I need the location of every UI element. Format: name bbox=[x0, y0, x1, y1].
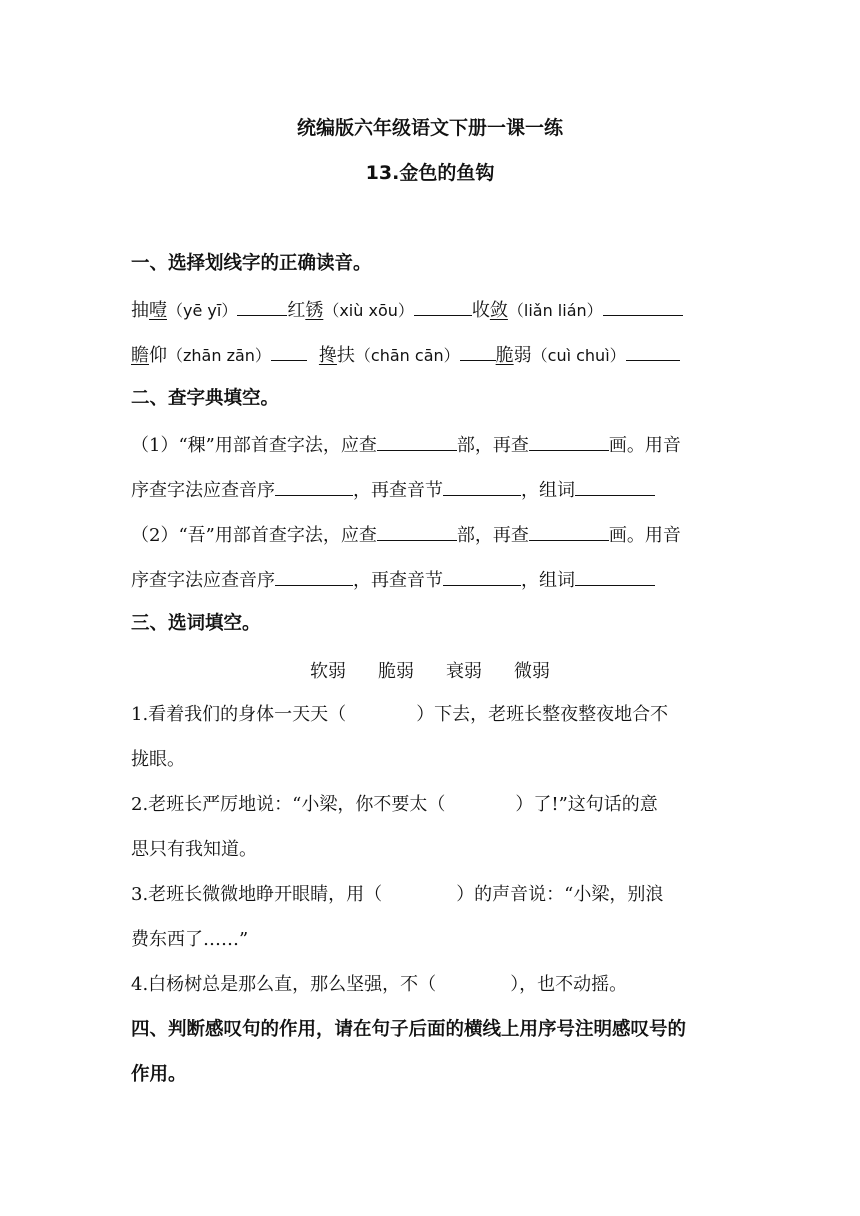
pinyin-row-2 bbox=[131, 342, 731, 368]
underlined-char: 敛 bbox=[489, 300, 508, 321]
pinyin-options: （liǎn lián） bbox=[507, 301, 603, 320]
pinyin-options: （zhān zān） bbox=[167, 346, 271, 365]
stroke-count-blank[interactable] bbox=[529, 432, 609, 451]
section-3-heading: 三、选词填空。 bbox=[131, 613, 261, 634]
underlined-char: 搀 bbox=[318, 345, 337, 366]
dictionary-q1-line1 bbox=[131, 432, 731, 458]
underlined-char: 噎 bbox=[149, 300, 167, 321]
word-option: 衰弱 bbox=[446, 661, 482, 682]
question-text: ）了!”这句话的意 bbox=[515, 794, 658, 815]
question-text: ）的声音说：“小梁，别浪 bbox=[456, 884, 664, 905]
word-bank bbox=[0, 657, 860, 683]
dictionary-q2-line1 bbox=[131, 522, 731, 548]
syllable-blank[interactable] bbox=[443, 567, 521, 586]
word-option: 微弱 bbox=[514, 661, 550, 682]
word-prefix: 红 bbox=[287, 300, 306, 321]
question-text: （2）“吾”用部首查字法，应查 bbox=[131, 525, 377, 546]
underlined-char: 锈 bbox=[305, 300, 324, 321]
word-suffix: 扶 bbox=[336, 345, 355, 366]
fill-q2-line1 bbox=[131, 793, 731, 817]
answer-blank[interactable] bbox=[626, 342, 680, 361]
pinyin-options: （chān cān） bbox=[354, 346, 460, 365]
word-prefix: 抽 bbox=[131, 300, 149, 321]
question-text: ，组词 bbox=[521, 480, 575, 501]
section-1-heading: 一、选择划线字的正确读音。 bbox=[131, 253, 372, 274]
question-text: 画。用音 bbox=[608, 525, 681, 546]
phonetic-order-blank[interactable] bbox=[275, 477, 353, 496]
question-text: ，组词 bbox=[521, 570, 575, 591]
answer-blank[interactable] bbox=[414, 297, 472, 316]
pinyin-options: （yē yī） bbox=[167, 301, 238, 320]
question-text: ，再查音节 bbox=[353, 570, 443, 591]
phonetic-order-blank[interactable] bbox=[275, 567, 353, 586]
question-text: ，再查音节 bbox=[353, 480, 443, 501]
section-2-heading: 二、查字典填空。 bbox=[131, 388, 280, 409]
pinyin-options: （xiù xōu） bbox=[323, 301, 414, 320]
question-text: 4.白杨树总是那么直，那么坚强，不（ bbox=[131, 974, 437, 995]
underlined-char: 瞻 bbox=[131, 345, 149, 366]
question-text: 部，再查 bbox=[456, 435, 529, 456]
fill-q2-line2: 思只有我知道。 bbox=[131, 839, 257, 860]
section-4-heading-line1: 四、判断感叹句的作用，请在句子后面的横线上用序号注明感叹号的 bbox=[131, 1019, 687, 1040]
radical-blank[interactable] bbox=[377, 432, 457, 451]
dictionary-q2-line2 bbox=[131, 567, 731, 593]
word-suffix: 仰 bbox=[149, 345, 167, 366]
word-blank[interactable] bbox=[575, 567, 655, 586]
stroke-count-blank[interactable] bbox=[529, 522, 609, 541]
answer-blank[interactable] bbox=[237, 297, 287, 316]
word-option: 软弱 bbox=[310, 661, 346, 682]
question-text: ），也不动摇。 bbox=[510, 974, 628, 995]
fill-q3-line1 bbox=[131, 883, 731, 907]
question-text: （1）“稞”用部首查字法，应查 bbox=[131, 435, 377, 456]
word-suffix: 弱 bbox=[513, 345, 532, 366]
syllable-blank[interactable] bbox=[443, 477, 521, 496]
fill-q1-line1 bbox=[131, 703, 731, 727]
question-text: 2.老班长严厉地说：“小梁，你不要太（ bbox=[131, 794, 446, 815]
question-text: 画。用音 bbox=[608, 435, 681, 456]
question-text: ）下去，老班长整夜整夜地合不 bbox=[416, 704, 669, 725]
radical-blank[interactable] bbox=[377, 522, 457, 541]
pinyin-options: （cuì chuì） bbox=[531, 346, 626, 365]
word-prefix: 收 bbox=[471, 300, 490, 321]
underlined-char: 脆 bbox=[495, 345, 514, 366]
question-text: 部，再查 bbox=[456, 525, 529, 546]
question-text: 3.老班长微微地睁开眼睛，用（ bbox=[131, 884, 383, 905]
fill-q4-line1 bbox=[131, 973, 731, 997]
pinyin-row-1 bbox=[131, 297, 731, 323]
word-option: 脆弱 bbox=[378, 661, 414, 682]
question-text: 1.看着我们的身体一天天（ bbox=[131, 704, 347, 725]
page-title: 统编版六年级语文下册一课一练 bbox=[296, 117, 563, 139]
section-4-heading-line2: 作用。 bbox=[131, 1064, 187, 1085]
question-text: 序查字法应查音序 bbox=[131, 570, 275, 591]
answer-blank[interactable] bbox=[271, 342, 307, 361]
dictionary-q1-line2 bbox=[131, 477, 731, 503]
question-text: 序查字法应查音序 bbox=[131, 480, 275, 501]
fill-q1-line2: 拢眼。 bbox=[131, 749, 185, 770]
fill-q3-line2: 费东西了……” bbox=[131, 929, 249, 950]
word-blank[interactable] bbox=[575, 477, 655, 496]
answer-blank[interactable] bbox=[460, 342, 496, 361]
answer-blank[interactable] bbox=[603, 297, 683, 316]
lesson-title: 13.金色的鱼钩 bbox=[365, 162, 495, 184]
